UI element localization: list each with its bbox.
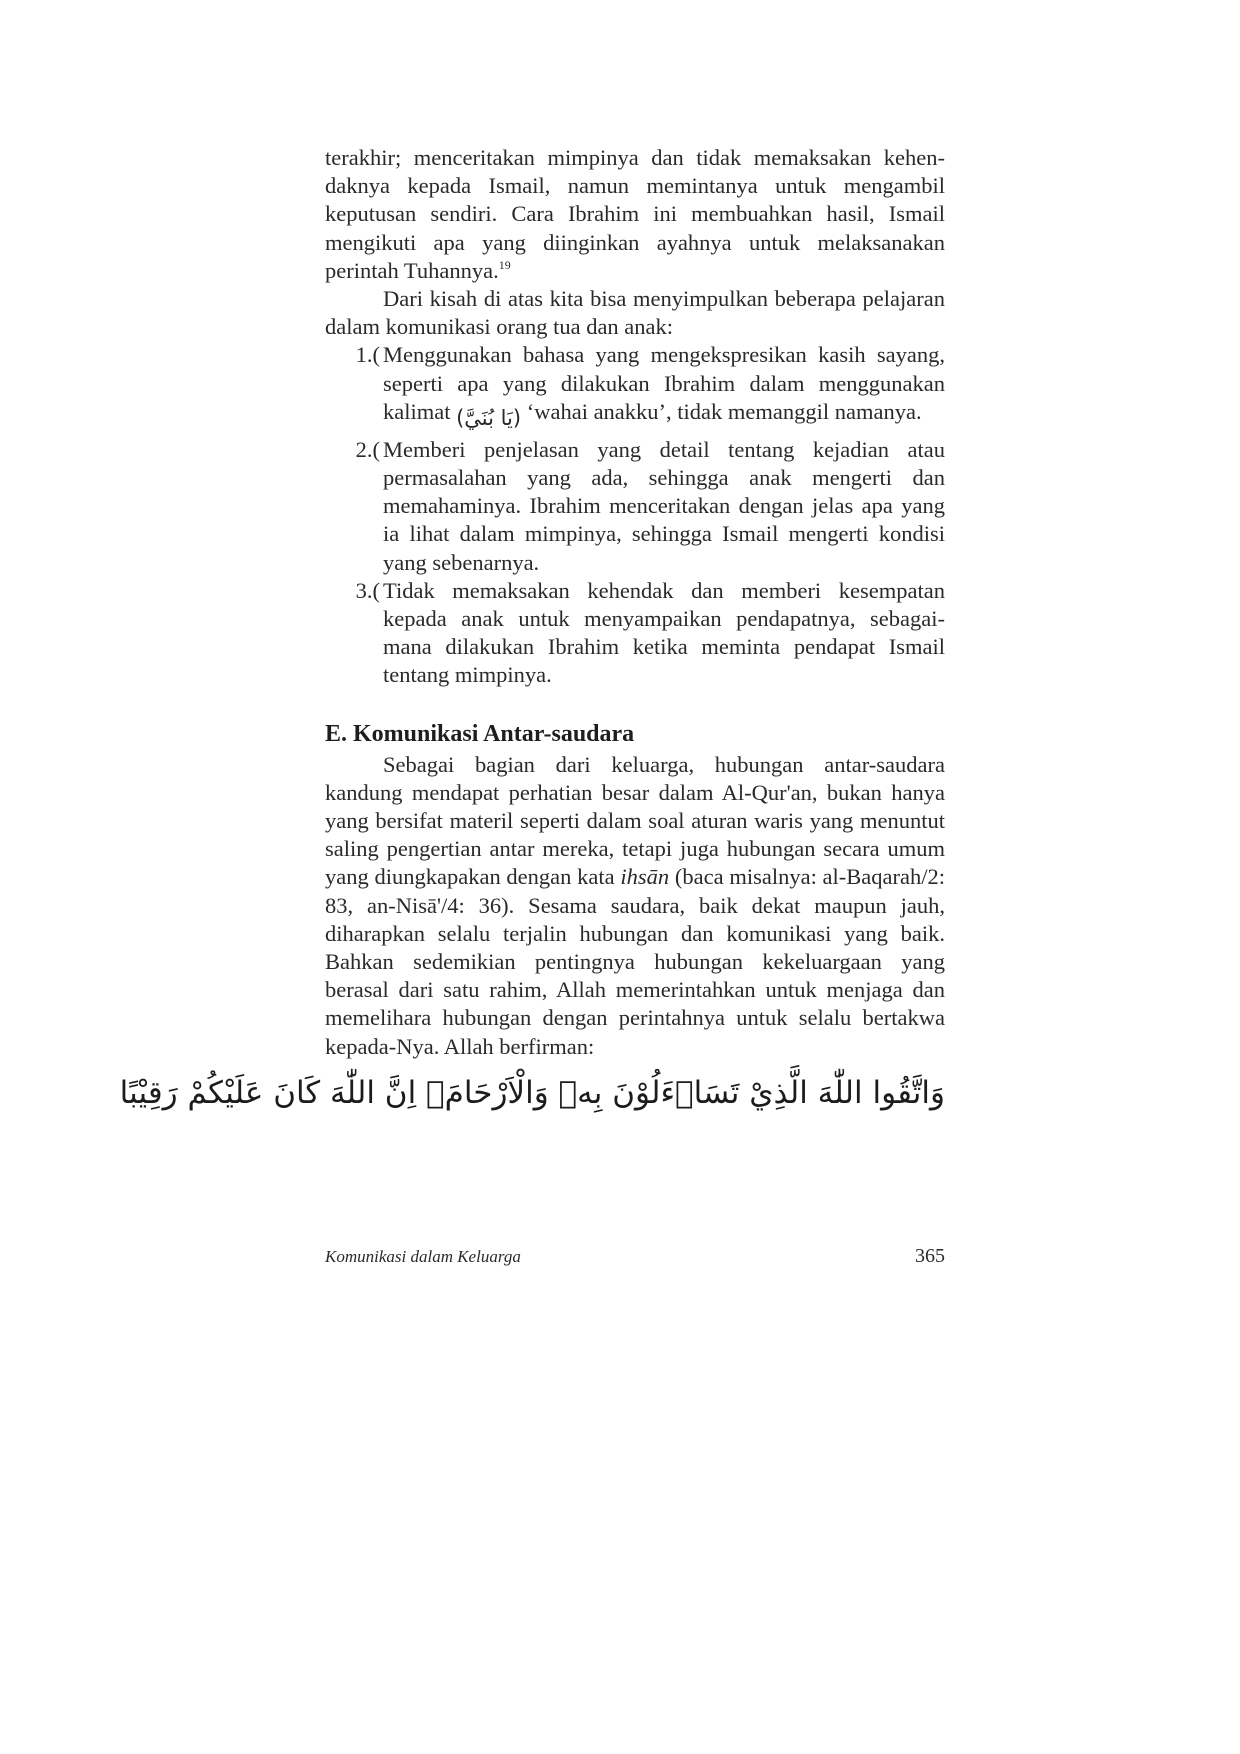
list-item bbox=[325, 436, 945, 577]
list-item-number: 2.( bbox=[355, 436, 380, 462]
list-item-text-after: ‘wahai anakku’, tidak memanggil namanya. bbox=[526, 398, 922, 424]
section-text-after: (baca misalnya: al-Baqarah/2: 83, an-Nisā'/4: 36). Sesama saudara, baik dekat maupun jauh, diharapkan selalu terjalin hubungan dan komunikasi yang baik. Bahkan sedemikian pentingnya hubungan kekeluargaan yang berasal dari satu rahim, Allah memerintahkan untuk menjaga dan memelihara hubungan dengan perintahnya untuk selalu bertakwa kepada-Nya. Allah berfirman: bbox=[325, 864, 946, 1059]
paragraph-continuation-text: terakhir; menceritakan mimpinya dan tidak memaksakan kehen-daknya kepada Ismail, namun memintanya untuk mengambil keputusan sendiri. Cara Ibrahim ini membuahkan hasil, Ismail mengikuti apa yang diinginkan ayahnya untuk melaksanakan perintah Tuhannya. bbox=[325, 145, 945, 283]
lessons-list bbox=[325, 341, 945, 689]
page-body bbox=[119, 144, 946, 1113]
paragraph-continuation bbox=[325, 144, 945, 285]
footnote-marker[interactable]: 19 bbox=[498, 257, 511, 272]
section-heading: E. Komunikasi Antar-saudara bbox=[325, 720, 635, 747]
section-paragraph bbox=[325, 751, 945, 1061]
list-item-text: Memberi penjelasan yang detail tentang kejadian atau permasalahan yang ada, sehingga anak mengerti dan memahaminya. Ibrahim menceritakan dengan jelas apa yang ia lihat dalam mimpinya, sehingga Ismail mengerti kondisi yang sebenarnya. bbox=[383, 436, 945, 575]
paragraph-summary: Dari kisah di atas kita bisa menyimpulkan beberapa pelajaran dalam komunikasi orang tua dan anak: bbox=[325, 286, 945, 340]
list-item bbox=[325, 577, 945, 690]
italic-term: ihsān bbox=[620, 864, 670, 890]
list-item-text: Tidak memaksakan kehendak dan memberi kesempatan kepada anak untuk menyampaikan pendapatnya, sebagai-mana dilakukan Ibrahim ketika meminta pendapat Ismail tentang mimpinya. bbox=[383, 577, 945, 688]
section-text-before: Sebagai bagian dari keluarga, hubungan antar-saudara kandung mendapat perhatian besar dalam Al-Qur'an, bukan hanya yang bersifat materil seperti dalam soal aturan waris yang menuntut saling pengertian antar mereka, tetapi juga hubungan secara umum yang diungkapakan dengan kata bbox=[325, 751, 945, 890]
page-number: 365 bbox=[915, 1245, 945, 1267]
list-item bbox=[325, 341, 945, 435]
list-item-number: 3.( bbox=[355, 577, 380, 603]
page-footer bbox=[325, 1245, 945, 1268]
arabic-phrase: (يَا بُنَيَّ) bbox=[456, 405, 522, 430]
list-item-text-before: Menggunakan bahasa yang mengekspresikan kasih sayang, seperti apa yang dilakukan Ibrahim dalam menggunakan kalimat bbox=[383, 342, 945, 424]
quran-verse: وَاتَّقُوا اللّٰهَ الَّذِيْ تَسَاۤءَلُوْنَ بِهٖ وَالْاَرْحَامَۗ اِنَّ اللّٰهَ كَانَ عَلَيْكُمْ رَقِيْبًا bbox=[119, 1074, 945, 1111]
list-item-text bbox=[383, 341, 945, 435]
footer-running-title: Komunikasi dalam Keluarga bbox=[325, 1247, 521, 1266]
list-item-number: 1.( bbox=[355, 342, 380, 368]
